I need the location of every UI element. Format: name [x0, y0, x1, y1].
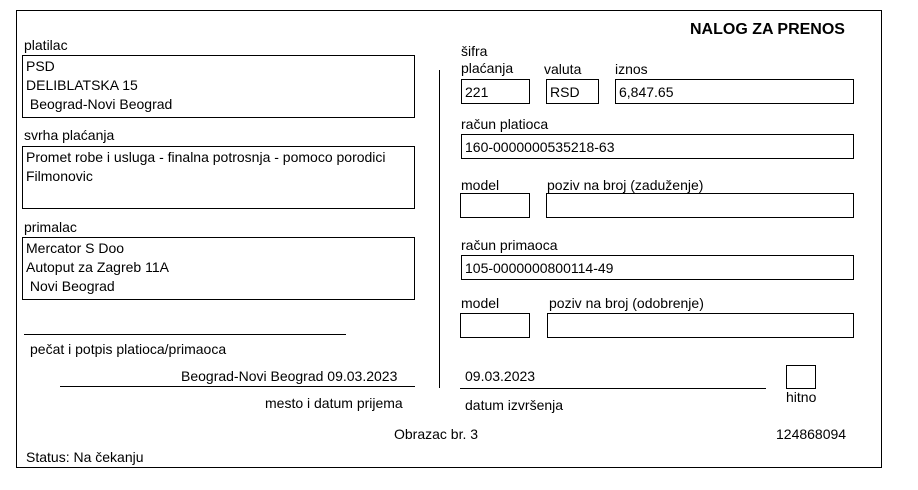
recipient-field[interactable]	[22, 237, 415, 300]
stamp-label: pečat i potpis platioca/primaoca	[30, 341, 227, 357]
currency-label: valuta	[544, 61, 582, 77]
recipient-line-3: Novi Beograd	[26, 278, 115, 294]
recipient-line-1: Mercator S Doo	[26, 240, 125, 256]
payer-account-field[interactable]	[461, 134, 854, 159]
credit-reference-field[interactable]	[547, 313, 854, 338]
column-divider	[439, 70, 440, 388]
amount-field[interactable]	[615, 79, 854, 104]
payer-field[interactable]	[22, 55, 415, 118]
recipient-account-label: račun primaoca	[461, 237, 558, 253]
amount-value: 6,847.65	[619, 84, 674, 100]
credit-model-field[interactable]	[460, 313, 530, 338]
place-date-label: mesto i datum prijema	[265, 395, 403, 411]
form-title: NALOG ZA PRENOS	[690, 21, 845, 38]
credit-model-value	[461, 314, 529, 320]
status-text: Status: Na čekanju	[26, 449, 144, 465]
form-number: Obrazac br. 3	[394, 426, 479, 442]
credit-reference-value	[548, 314, 853, 320]
execution-date-label: datum izvršenja	[465, 397, 564, 413]
payer-line-1: PSD	[26, 58, 55, 74]
currency-value: RSD	[550, 84, 580, 100]
debit-model-label: model	[461, 177, 500, 193]
purpose-line-2: Filmonovic	[26, 168, 93, 184]
payer-account-value: 160-0000000535218-63	[465, 139, 615, 155]
credit-reference-label: poziv na broj (odobrenje)	[549, 295, 704, 311]
execution-date-value: 09.03.2023	[465, 368, 536, 384]
payment-code-label-2: plaćanja	[461, 60, 514, 76]
stamp-signature-line	[24, 334, 346, 335]
debit-model-value	[461, 194, 529, 200]
currency-field[interactable]	[546, 79, 599, 104]
recipient-label: primalac	[24, 219, 77, 235]
debit-reference-field[interactable]	[546, 193, 854, 218]
debit-model-field[interactable]	[460, 193, 530, 218]
recipient-account-value: 105-0000000800114-49	[465, 260, 614, 276]
payment-code-value: 221	[465, 84, 489, 100]
amount-label: iznos	[615, 61, 648, 77]
purpose-label: svrha plaćanja	[24, 127, 115, 143]
purpose-line-1: Promet robe i usluga - finalna potrosnja - pomoco porodici	[26, 149, 386, 165]
urgent-label: hitno	[786, 389, 817, 405]
debit-reference-value	[547, 194, 853, 200]
purpose-field[interactable]	[22, 146, 415, 209]
urgent-checkbox[interactable]	[786, 365, 816, 389]
payer-account-label: račun platioca	[461, 116, 549, 132]
payment-code-label-1: šifra	[461, 43, 488, 59]
payer-line-2: DELIBLATSKA 15	[26, 77, 138, 93]
document-number: 124868094	[776, 426, 847, 442]
credit-model-label: model	[461, 295, 500, 311]
execution-date-line	[460, 388, 766, 389]
recipient-line-2: Autoput za Zagreb 11A	[26, 259, 169, 275]
place-date-line	[60, 386, 415, 387]
payment-code-field[interactable]	[461, 79, 530, 104]
payer-line-3: Beograd-Novi Beograd	[26, 96, 173, 112]
place-date-value: Beograd-Novi Beograd 09.03.2023	[181, 368, 398, 384]
debit-reference-label: poziv na broj (zaduženje)	[547, 177, 704, 193]
recipient-account-field[interactable]	[461, 255, 854, 280]
payer-label: platilac	[24, 37, 68, 53]
